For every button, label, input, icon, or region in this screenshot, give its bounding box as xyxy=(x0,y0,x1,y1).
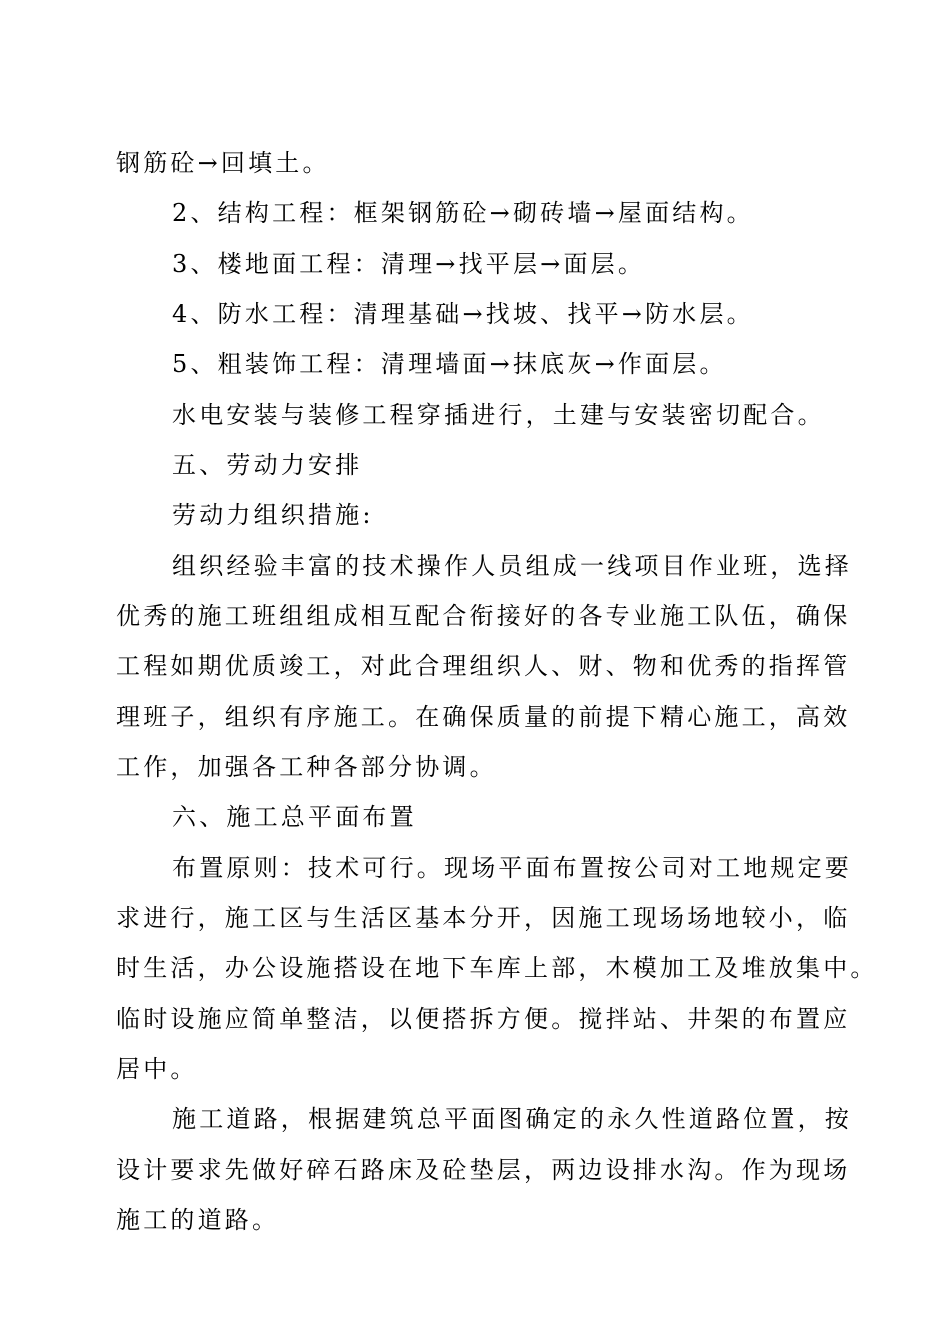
paragraph-labor-line-5: 工作，加强各工种各部分协调。 xyxy=(116,753,497,781)
paragraph-layout-line-5: 居中。 xyxy=(116,1055,198,1083)
paragraph-labor-line-4: 理班子，组织有序施工。在确保质量的前提下精心施工，高效 xyxy=(116,703,851,731)
subheading-labor-measures: 劳动力组织措施: xyxy=(172,501,374,529)
paragraph-labor-line-1: 组织经验丰富的技术操作人员组成一线项目作业班，选择 xyxy=(172,552,852,580)
list-item-decoration: 5、粗装饰工程：清理墙面→抹底灰→作面层。 xyxy=(172,350,727,378)
paragraph-road-line-2: 设计要求先做好碎石路床及砼垫层，两边设排水沟。作为现场 xyxy=(116,1156,851,1184)
paragraph-layout-line-1: 布置原则：技术可行。现场平面布置按公司对工地规定要 xyxy=(172,854,852,882)
paragraph-labor-line-2: 优秀的施工班组组成相互配合衔接好的各专业施工队伍，确保 xyxy=(116,602,851,630)
paragraph-road-line-3: 施工的道路。 xyxy=(116,1206,280,1234)
paragraph-labor-line-3: 工程如期优质竣工，对此合理组织人、财、物和优秀的指挥管 xyxy=(116,652,851,680)
paragraph-layout-line-2: 求进行，施工区与生活区基本分开，因施工现场场地较小，临 xyxy=(116,904,851,932)
list-item-structure: 2、结构工程：框架钢筋砼→砌砖墙→屋面结构。 xyxy=(172,199,754,227)
paragraph-layout-line-4: 临时设施应简单整洁，以便搭拆方便。搅拌站、井架的布置应 xyxy=(116,1005,851,1033)
section-heading-labor: 五、劳动力安排 xyxy=(172,451,363,479)
list-item-waterproof: 4、防水工程：清理基础→找坡、找平→防水层。 xyxy=(172,300,754,328)
paragraph-road-line-1: 施工道路，根据建筑总平面图确定的永久性道路位置，按 xyxy=(172,1105,852,1133)
list-item-floor: 3、楼地面工程：清理→找平层→面层。 xyxy=(172,250,646,278)
text-line-1: 钢筋砼→回填土。 xyxy=(116,149,330,177)
paragraph-layout-line-3: 时生活，办公设施搭设在地下车库上部，木模加工及堆放集中。 xyxy=(116,954,878,982)
paragraph-mep: 水电安装与装修工程穿插进行，土建与安装密切配合。 xyxy=(172,401,825,429)
section-heading-site-layout: 六、施工总平面布置 xyxy=(172,803,417,831)
